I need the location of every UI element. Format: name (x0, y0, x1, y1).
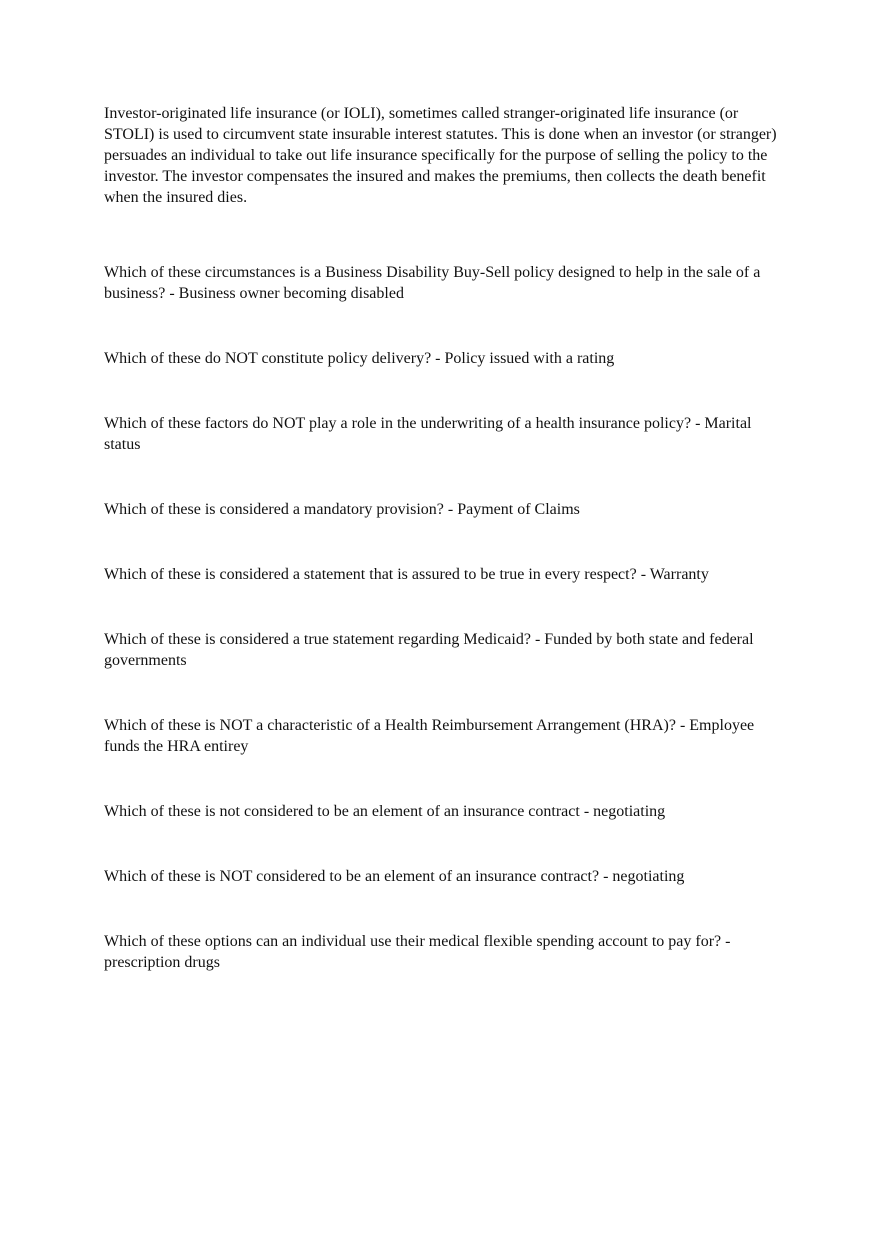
document-page (104, 103, 784, 1017)
qa-item: Which of these is considered a statement that is assured to be true in every respect? - Warranty (104, 566, 709, 583)
qa-item: Which of these is NOT a characteristic of a Health Reimbursement Arrangement (HRA)? - Employee funds the HRA entirey (104, 717, 755, 755)
qa-item: Which of these is not considered to be an element of an insurance contract - negotiating (104, 803, 666, 820)
qa-item: Which of these circumstances is a Business Disability Buy-Sell policy designed to help in the sale of a business? - Business owner becoming disabled (104, 264, 761, 302)
qa-item: Which of these is considered a mandatory provision? - Payment of Claims (104, 501, 580, 518)
qa-item: Which of these options can an individual use their medical flexible spending account to pay for? - prescription drugs (104, 933, 731, 971)
qa-item: Which of these do NOT constitute policy delivery? - Policy issued with a rating (104, 350, 615, 367)
qa-item: Which of these is considered a true statement regarding Medicaid? - Funded by both state and federal governments (104, 631, 754, 669)
intro-paragraph: Investor-originated life insurance (or IOLI), sometimes called stranger-originated life insurance (or STOLI) is used to circumvent state insurable interest statutes. This is done when an investor (or stranger) persuades an individual to take out life insurance specifically for the purpose of selling the policy to the investor. The investor compensates the insured and makes the premiums, then collects the death benefit when the insured dies. (104, 105, 777, 206)
qa-item: Which of these factors do NOT play a role in the underwriting of a health insurance policy? - Marital status (104, 415, 752, 453)
qa-item: Which of these is NOT considered to be an element of an insurance contract? - negotiating (104, 868, 685, 885)
